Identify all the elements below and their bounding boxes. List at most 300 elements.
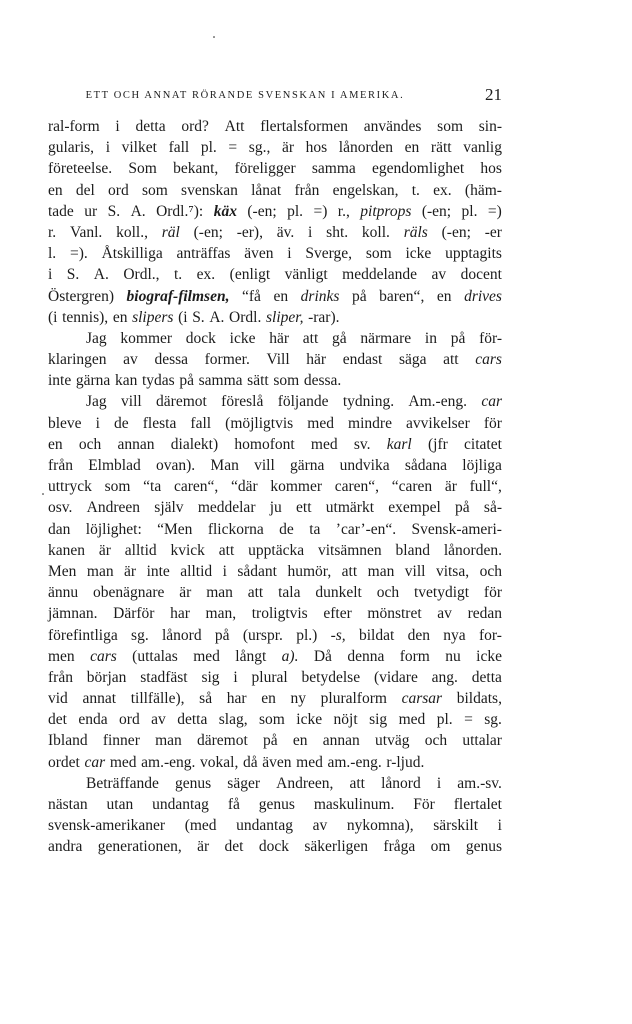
word: och [376,584,400,602]
word: flertalet [453,796,502,813]
word: nöjt [333,711,358,729]
word: drives [464,287,502,305]
word: -er), [236,223,263,241]
word: med [398,711,426,729]
word: man [86,562,114,580]
word: -er [484,223,502,241]
word: =) [487,202,502,220]
word: kanen [48,541,86,559]
word: dessa. [303,372,342,390]
word: (häm- [464,181,502,199]
word: Som [128,160,157,178]
word: vill [404,562,426,580]
word: sg. [131,626,149,644]
word: kan [114,372,138,390]
word: ord [119,711,140,729]
word: närmare [360,329,412,347]
word: Andreen, [276,774,334,792]
word: rätt [430,139,452,157]
word: från [294,181,320,199]
word: ex. [433,181,452,199]
word: Då [313,647,332,665]
word: nästan [48,796,88,813]
word: gärna [75,372,111,390]
word: sliper, [265,308,304,326]
word: ord? [181,118,209,135]
word: sådant [237,562,277,580]
word: cars [475,351,502,369]
word: för [483,584,502,602]
word: biograf-filmsen, [126,287,230,305]
word: ang. [431,668,458,686]
word: sg. [484,711,502,729]
word: mindre [348,414,392,432]
word: denna [347,647,385,665]
word: bleve [48,414,82,432]
text-line [48,773,502,794]
word: Elmblad [88,457,141,474]
word: ju [269,499,282,517]
word: pitprops [360,202,412,220]
word: en [261,690,276,708]
word: -rar). [308,308,340,326]
word: käx [213,202,237,220]
word: på [263,732,278,750]
text-line [48,413,502,434]
text-line [48,264,502,285]
word: t. [174,266,183,284]
word: lånorden [338,139,394,157]
word: räl [161,223,180,241]
word: en [48,181,63,199]
text-line [48,158,502,179]
word: S. [107,202,121,220]
word: är [281,139,294,157]
word: att [349,774,365,792]
word: nykomna), [346,817,414,835]
word: vänligt [284,266,328,284]
text-line [48,709,502,730]
word: upptäcka [248,541,305,559]
word: i [287,245,292,263]
word: tala [278,584,301,602]
word: själv [154,499,184,517]
word: man [367,562,395,580]
word: osv. [48,499,73,517]
word: hos [305,139,328,157]
text-line [48,794,502,815]
word: (-en; [247,202,277,220]
word: en [292,732,308,750]
text-line [48,561,502,582]
word: för- [479,329,502,347]
word: lånord [381,774,421,792]
word: Svensk-ameri- [411,520,502,538]
word: ’car’-en“. [335,520,397,538]
word: nu [445,647,461,665]
word: meddelar [197,499,256,517]
word: del [75,181,95,199]
word: avvikelser [406,414,470,432]
word: gularis, [48,139,95,157]
word: former. [204,351,250,369]
word: sht. [326,223,349,241]
word: alltid [180,562,213,580]
word: utmärkt [325,499,375,517]
word: A. [93,266,109,284]
word: “där [230,478,258,496]
word: (uttalas [132,647,178,665]
word: man [155,732,182,750]
word: am.-sv. [457,774,502,792]
word: även [244,245,274,263]
text-line [48,603,502,624]
word: Vill [266,351,290,369]
word: flesta [142,414,177,432]
word: de [279,520,294,538]
word: som [437,118,463,135]
word: att [218,541,235,559]
word: den [407,626,430,644]
word: dessa [154,351,189,369]
word: om [430,838,451,856]
word: = [228,139,238,157]
word: ett [296,499,312,517]
word: alltid [124,541,157,559]
word: lånord [162,626,202,644]
word: Ibland [48,732,88,750]
word: pl.) [296,626,318,644]
word: slag, [218,711,248,729]
word: på [351,287,367,305]
word: säkerligen [304,838,369,856]
word: tade [48,202,74,220]
word: (urspr. [242,626,283,644]
text-line [48,307,502,328]
text-line [48,201,502,222]
word: har [170,605,190,623]
word: långt [235,647,267,665]
word: flertalsformen [260,118,348,135]
word: maskulinum. [313,796,395,813]
word: upptagits [445,245,502,263]
word: a). [281,647,299,665]
word: en [436,287,452,305]
word: obenägnare [93,584,165,602]
scan-speck [42,493,44,495]
word: inte [48,372,72,390]
word: gå [332,329,347,347]
word: Man [210,457,239,474]
text-line [48,455,502,476]
word: hos [480,160,502,178]
word: uttalar [462,732,502,750]
word: av [437,605,452,623]
scan-speck [213,36,215,38]
word: caren“, [334,478,379,496]
word: kvick [170,541,205,559]
word: med [109,753,137,771]
word: så- [483,499,502,517]
word: få [227,796,240,813]
word: meddelande [342,266,418,284]
word: ral-form [48,118,100,135]
word: i [105,139,110,157]
word: bildats, [456,690,502,708]
word: =). [69,245,88,263]
word: Åtskilliga [101,245,163,263]
word: här [269,329,290,347]
word: bekant, [173,160,219,178]
word: finner [102,732,140,750]
word: A. [130,202,146,220]
word: i [436,774,442,792]
word: föreslå [221,393,264,411]
word: koll. [361,223,390,241]
word: utväg [375,732,410,750]
word: pl. [287,202,304,220]
body-text [48,116,502,858]
word: i [115,118,120,135]
word: på [214,626,230,644]
text-line [48,540,502,561]
word: i [308,223,313,241]
word: av [312,817,328,835]
text-line [48,328,502,349]
page-number: 21 [485,85,502,104]
word: A. [209,308,225,326]
word: Andreen [86,499,141,517]
word: som [141,181,168,199]
word: tennis), [62,308,109,326]
word: är [124,562,137,580]
word: särskilt [433,817,479,835]
word: en [112,308,128,326]
word: man [206,584,233,602]
word: (med [184,817,217,835]
word: vanlig [463,139,502,157]
text-line [48,730,502,751]
word: dan [48,520,71,538]
word: i [48,266,53,284]
word: en [273,287,289,305]
word: l. [48,245,57,263]
word: pl. [461,202,478,220]
text-line [48,752,502,773]
text-line [48,497,502,518]
word: förefintliga [48,626,118,644]
word: mönstret [367,605,422,623]
word: ordet [48,753,80,771]
word: endast [342,351,383,369]
word: inte [146,562,170,580]
word: ex. [196,266,216,284]
word: sg., [248,139,271,157]
word: uttryck [48,478,92,496]
text-line [48,286,502,307]
word: sig [201,668,220,686]
word: in [424,329,437,347]
word: r., [337,202,350,220]
text-line [48,434,502,455]
word: exempel [388,499,441,517]
word: Ordl. [229,308,262,326]
word: car [481,393,502,411]
word: pl. [436,711,453,729]
word: stadfäst [140,668,188,686]
word: och [424,732,448,750]
word: i [95,414,100,432]
word: användes [363,118,422,135]
word: som [365,245,392,263]
word: i [233,668,238,686]
word: genus [465,838,502,856]
word: vitsa, [435,562,470,580]
word: det [48,711,67,729]
text-line [48,519,502,540]
text-line [48,688,502,709]
word: (vidare [373,668,418,686]
word: troligtvis [251,605,308,623]
word: bildat [358,626,395,644]
word: engelskan, [332,181,399,199]
word: av [123,351,138,369]
text-line [48,349,502,370]
word: fall [190,414,212,432]
word: undantag [152,796,209,813]
word: sätt [247,372,269,390]
word: säger [227,774,260,792]
word: är [197,838,210,856]
word: detta [135,118,166,135]
word: ta [309,520,321,538]
word: kommer [120,329,173,347]
word: och [78,435,102,453]
word: (jfr [427,435,448,453]
word: vitsämnen [317,541,382,559]
word: men [48,647,75,665]
word: på [179,372,194,390]
word: att [341,562,358,580]
word: fall [168,139,190,157]
word: r-ljud. [386,753,425,771]
word: dock [185,329,216,347]
text-line [48,243,502,264]
word: icke [229,329,256,347]
word: i [497,817,502,835]
word: form [399,647,430,665]
text-line [48,476,502,497]
word: vill [121,393,142,411]
word: tillfälle), [130,690,185,708]
word: som [259,711,285,729]
word: de [114,414,129,432]
word: annan [322,732,360,750]
page-header [48,86,502,108]
word: am.-eng. [327,753,382,771]
text-line [48,646,502,667]
text-line [48,815,502,836]
word: tydas [141,372,175,390]
word: docent [460,266,502,284]
word: på [455,499,470,517]
word: baren“, [379,287,425,305]
running-head: ETT OCH ANNAT RÖRANDE SVENSKAN I AMERIKA. [85,90,405,101]
text-line [48,222,502,243]
word: pl. [200,139,217,157]
word: är [179,584,192,602]
word: då [242,753,258,771]
word: för [483,414,502,432]
word: enda [78,711,108,729]
word: lånat [251,181,282,199]
word: undvika [339,457,390,474]
word: ur [84,202,98,220]
word: löjliga [462,457,502,474]
word: här [306,351,327,369]
word: (i [178,308,188,326]
word: säga [398,351,427,369]
word: dialekt) [170,435,219,453]
book-page [48,86,502,858]
text-line [48,836,502,857]
word: cars [90,647,117,665]
word: flickorna [207,520,264,538]
word: humör, [287,562,332,580]
word: att [443,351,459,369]
word: jämnan. [48,605,98,623]
word: man, [205,605,237,623]
word: en [48,435,63,453]
word: Sverge, [305,245,353,263]
word: koll., [116,223,148,241]
word: Jag [86,393,107,411]
word: annat [82,690,117,708]
word: “caren [391,478,433,496]
word: undantag [236,817,293,835]
word: r. [48,223,57,241]
word: “få [242,287,261,305]
word: av [431,266,447,284]
word: -s, [330,626,346,644]
word: carsar [401,690,443,708]
word: genus [175,774,212,792]
word: icke [405,245,432,263]
word: det [224,838,244,856]
word: fråga [383,838,416,856]
word: car [84,753,106,771]
word: med [307,414,334,432]
word: (enligt [229,266,271,284]
word: lånorden. [443,541,502,559]
word: svensk-amerikaner [48,817,166,835]
word: icke [296,711,323,729]
word: drinks [300,287,340,305]
word: med [296,753,323,771]
word: vid [48,690,68,708]
word: t. [411,181,420,199]
word: från [48,457,73,474]
word: egendomlighet [372,160,465,178]
word: citatet [464,435,502,453]
word: karl [386,435,412,453]
word: en [404,139,420,157]
word: Ordl.⁷): [156,202,204,220]
word: däremot [197,732,248,750]
word: homofont [234,435,295,453]
word: detta [471,668,502,686]
word: i [222,562,227,580]
